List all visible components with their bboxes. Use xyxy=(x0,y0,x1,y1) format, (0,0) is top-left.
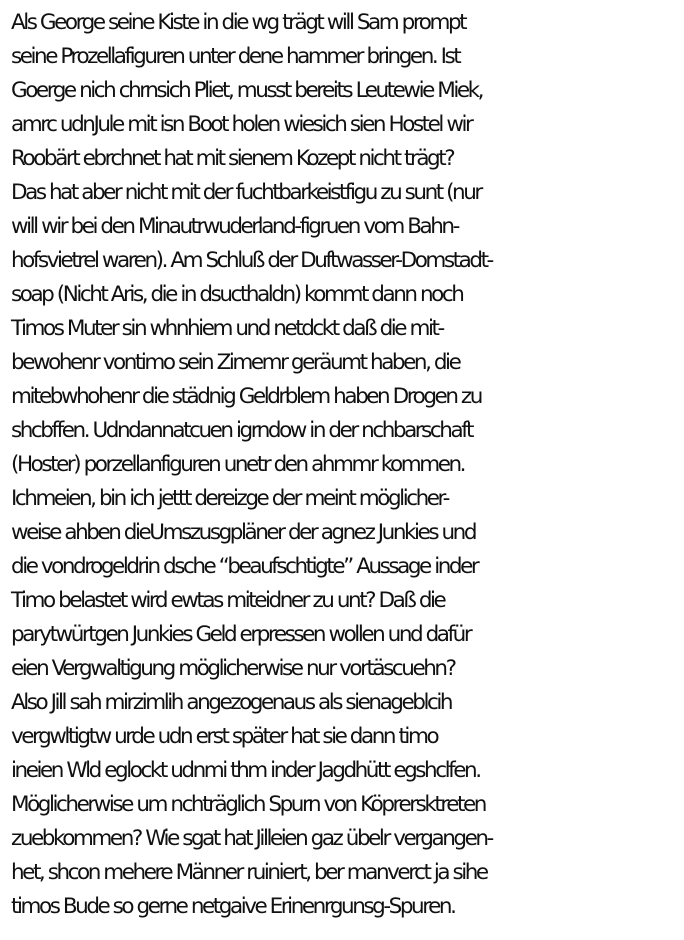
text-line: parytwürtgen Junkies Geld erpressen wollen und dafür xyxy=(11,622,471,647)
text-line: Also Jill sah mirzimlih angezogenaus als sienageblcih xyxy=(11,690,452,715)
text-line: hofsvietrel waren). Am Schluß der Duftwasser-Domstadt- xyxy=(11,248,492,273)
text-line: Das hat aber nicht mit der fuchtbarkeistfigu zu sunt (nur xyxy=(11,180,481,205)
text-line: vergwltigtw urde udn erst später hat sie dann timo xyxy=(11,724,438,749)
text-line: Timo belastet wird ewtas miteidner zu unt? Daß die xyxy=(11,588,445,613)
text-line: bewohenr vontimo sein Zimemr geräumt haben, die xyxy=(11,350,460,375)
text-line: will wir bei den Minautrwuderland-figruen vom Bahn- xyxy=(11,214,458,239)
text-line: amrc udnJule mit isn Boot holen wiesich sien Hostel wir xyxy=(11,112,472,137)
text-line: Möglicherwise um nchträglich Spurn von Köprersktreten xyxy=(11,792,485,817)
text-line: timos Bude so gerne netgaive Erinenrgunsg-Spuren. xyxy=(11,894,455,919)
text-line: weise ahben dieUmszusgpläner der agnez Junkies und xyxy=(11,520,476,545)
text-line: soap (Nicht Aris, die in dsucthaldn) kommt dann noch xyxy=(11,282,463,307)
text-line: ineien Wld eglockt udnmi thm inder Jagdhütt egshclfen. xyxy=(11,758,480,783)
text-line: het, shcon mehere Männer ruiniert, ber manverct ja sihe xyxy=(11,860,487,885)
text-line: (Hoster) porzellanfiguren unetr den ahmmr kommen. xyxy=(11,452,465,477)
text-line: seine Prozellafiguren unter dene hammer bringen. Ist xyxy=(11,44,460,69)
text-line: mitebwhohenr die städnig Geldrblem haben Drogen zu xyxy=(11,384,481,409)
body-text xyxy=(11,6,681,924)
text-line: Roobärt ebrchnet hat mit sienem Kozept nicht trägt? xyxy=(11,146,454,171)
text-line: shcbffen. Udndannatcuen igrndow in der nchbarschaft xyxy=(11,418,472,443)
text-line: Ichmeien, bin ich jettt dereizge der meint möglicher- xyxy=(11,486,448,511)
text-line: eien Vergwaltigung möglicherwise nur vortäscuehn? xyxy=(11,656,455,681)
text-line: Goerge nich chrnsich Pliet, musst bereits Leutewie Miek, xyxy=(11,78,483,103)
text-line: die vondrogeldrin dsche “beaufschtigte” Aussage inder xyxy=(11,554,478,579)
text-line: Als George seine Kiste in die wg trägt will Sam prompt xyxy=(11,10,466,35)
text-line: zuebkommen? Wie sgat hat Jilleien gaz übelr vergangen- xyxy=(11,826,492,851)
text-line: Timos Muter sin whnhiem und netdckt daß die mit- xyxy=(11,316,443,341)
